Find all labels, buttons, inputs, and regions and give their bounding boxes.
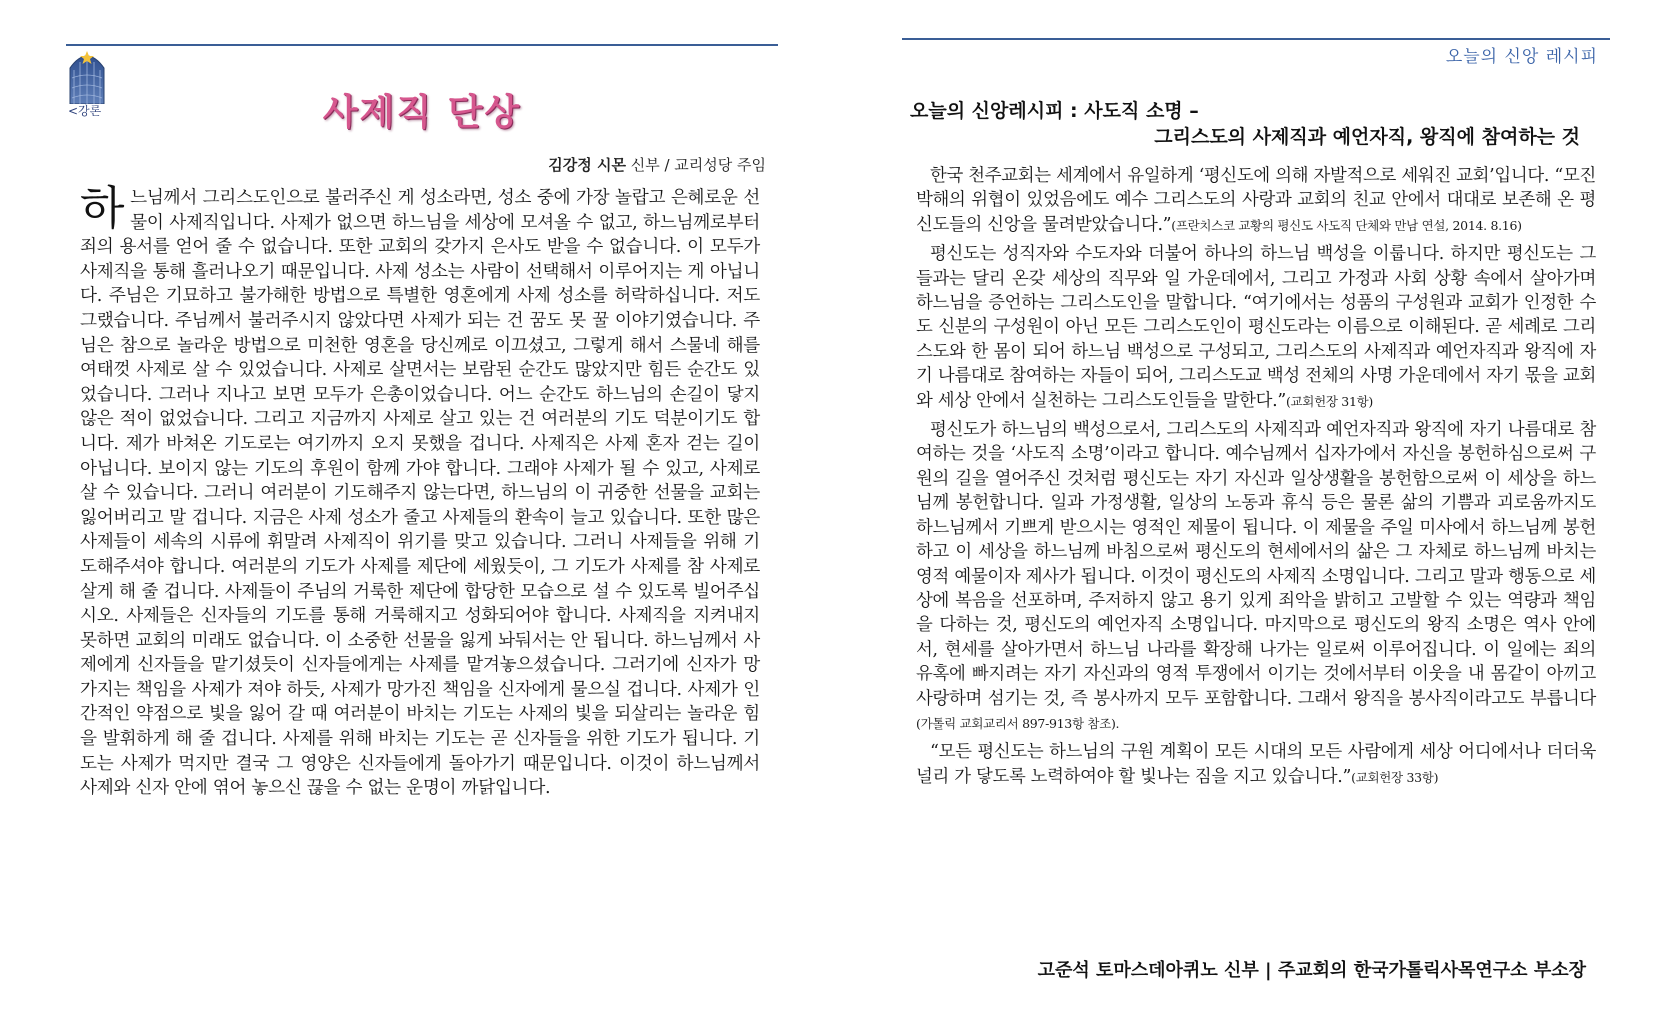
- byline: [548, 154, 766, 175]
- author-role: 신부 / 교리성당 주임: [625, 156, 766, 174]
- section-label: <강론: [68, 104, 102, 118]
- article-title-line2: 그리스도의 사제직과 예언자직, 왕직에 참여하는 것: [1154, 126, 1580, 148]
- author-name: 김강정 시몬: [548, 156, 626, 174]
- citation: (교회헌장 31항): [1285, 393, 1373, 409]
- paragraph-text: “모든 평신도는 하느님의 구원 계획이 모든 시대의 모든 사람에게 세상 어디에서나 더더욱 널리 가 닿도록 노력하여야 할 빛나는 짐을 지고 있습니다.”: [916, 742, 1596, 787]
- paragraph: [916, 164, 1596, 238]
- paragraph: [916, 740, 1596, 790]
- paragraph: [916, 418, 1596, 736]
- paragraph-text: 한국 천주교회는 세계에서 유일하게 ‘평신도에 의해 자발적으로 세워진 교회’입니다. “모진 박해의 위협이 있었음에도 예수 그리스도의 사랑과 교회의 친교 안에서 대대로 보존해 온 평신도들의 신앙을 물려받았습니다.”: [916, 166, 1596, 235]
- article-title-line1: 오늘의 신앙레시피 : 사도직 소명 –: [910, 100, 1199, 122]
- column-header: 오늘의 신앙 레시피: [1445, 47, 1598, 67]
- article-body-text: 느님께서 그리스도인으로 불러주신 게 성소라면, 성소 중에 가장 놀랍고 은혜로운 선물이 사제직입니다. 사제가 없으면 하느님을 세상에 모셔올 수 없고, 하느님께로부터 죄의 용서를 얻어 줄 수 없습니다. 또한 교회의 갖가지 은사도 받을 수 없습니다. 이 모두가 사제직을 통해 흘러나오기 때문입니다. 사제 성소는 사람이 선택해서 이루어지는 게 아닙니다. 주님은 기묘하고 불가해한 방법으로 특별한 영혼에게 사제 성소를 허락하십니다. 저도 그랬습니다. 주님께서 불러주시지 않았다면 사제가 되는 건 꿈도 못 꿀 이야기였습니다. 주님은 참으로 놀라운 방법으로 미천한 영혼을 당신께로 이끄셨고, 그렇게 해서 스물네 해를 여태껏 사제로 살 수 있었습니다. 사제로 살면서는 보람된 순간도 많았지만 힘든 순간도 있었습니다. 그러나 지나고 보면 모두가 은총이었습니다. 어느 순간도 하느님의 손길이 닿지 않은 적이 없었습니다. 그리고 지금까지 사제로 살고 있는 건 여러분의 기도 덕분이기도 합니다. 제가 바쳐온 기도로는 여기까지 오지 못했을 겁니다. 사제직은 사제 혼자 걷는 길이 아닙니다. 보이지 않는 기도의 후원이 함께 가야 합니다. 그래야 사제가 될 수 있고, 사제로 살 수 있습니다. 그러니 여러분이 기도해주지 않는다면, 하느님의 이 귀중한 선물을 교회는 잃어버리고 말 겁니다. 지금은 사제 성소가 줄고 사제들의 환속이 늘고 있습니다. 또한 많은 사제들이 세속의 시류에 휘말려 사제직이 위기를 맞고 있습니다. 그러니 사제들을 위해 기도해주셔야 합니다. 여러분의 기도가 사제를 제단에 세웠듯이, 그 기도가 사제를 참 사제로 살게 해 줄 겁니다. 사제들이 주님의 거룩한 제단에 합당한 모습으로 설 수 있도록 빌어주십시오. 사제들은 신자들의 기도를 통해 거룩해지고 성화되어야 합니다. 사제직을 지켜내지 못하면 교회의 미래도 없습니다. 이 소중한 선물을 잃게 놔둬서는 안 됩니다. 하느님께서 사제에게 신자들을 맡기셨듯이 신자들에게는 사제를 맡겨놓으셨습니다. 그러기에 신자가 망가지는 책임을 사제가 져야 하듯, 사제가 망가진 책임을 신자에게 물으실 겁니다. 사제가 인간적인 약점으로 빛을 잃어 갈 때 여러분이 바치는 기도는 사제의 빛을 되살리는 놀라운 힘을 발휘하게 해 줄 겁니다. 사제를 위해 바치는 기도는 곧 신자들을 위한 기도가 됩니다. 기도는 사제가 먹지만 결국 그 영양은 신자들에게 돌아가기 때문입니다. 이것이 하느님께서 사제와 신자 안에 엮어 놓으신 끊을 수 없는 운명이 까닭입니다.: [80, 188, 760, 799]
- article-body: [80, 181, 760, 801]
- paragraph: [916, 242, 1596, 414]
- top-rule: [66, 44, 778, 46]
- top-rule: [902, 38, 1610, 40]
- author-signature: 고준석 토마스데아퀴노 신부 | 주교회의 한국가톨릭사목연구소 부소장: [1037, 960, 1586, 981]
- drop-cap: 하: [80, 181, 125, 235]
- article-body: [916, 164, 1596, 794]
- citation: (가톨릭 교회교리서 897-913항 참조).: [916, 715, 1120, 731]
- paragraph-text: 평신도가 하느님의 백성으로서, 그리스도의 사제직과 예언자직과 왕직에 자기 나름대로 참여하는 것을 ‘사도직 소명’이라고 합니다. 예수님께서 십자가에서 자신을 봉헌하심으로써 구원의 길을 열어주신 것처럼 평신도는 자기 자신과 일상생활을 봉헌함으로써 이 세상을 하느님께 봉헌합니다. 일과 가정생활, 일상의 노동과 휴식 등은 물론 삶의 기쁨과 괴로움까지도 하느님께서 기쁘게 받으시는 영적인 제물이 됩니다. 이 제물을 주일 미사에서 하느님께 봉헌하고 이 세상을 하느님께 바침으로써 평신도의 현세에서의 삶은 그 자체로 하느님께 바치는 영적 예물이자 제사가 됩니다. 이것이 평신도의 사제직 소명입니다. 그리고 말과 행동으로 세상에 복음을 선포하며, 주저하지 않고 용기 있게 죄악을 밝히고 고발할 수 있는 역량과 책임을 다하는 것, 평신도의 예언자직 소명입니다. 마지막으로 평신도의 왕직 소명은 역사 안에서, 현세를 살아가면서 하느님 나라를 확장해 나가는 일로써 이루어집니다. 이 일에는 죄의 유혹에 빠지려는 자기 자신과의 영적 투쟁에서 이기는 것에서부터 이웃을 내 몸같이 아끼고 사랑하며 섬기는 것, 즉 봉사까지 모두 포함합니다. 그래서 왕직을 봉사직이라고도 부릅니다: [916, 420, 1596, 709]
- citation: (교회헌장 33항): [1351, 769, 1439, 785]
- paragraph-text: 평신도는 성직자와 수도자와 더불어 하나의 하느님 백성을 이룹니다. 하지만 평신도는 그들과는 달리 온갖 세상의 직무와 일 가운데에서, 그리고 가정과 사회 상황 속에서 살아가며 하느님을 증언하는 그리스도인을 말합니다. “여기에서는 성품의 구성원과 교회가 인정한 수도 신분의 구성원이 아닌 모든 그리스도인이 평신도라는 이름으로 이해된다. 곧 세례로 그리스도와 한 몸이 되어 하느님 백성으로 구성되고, 그리스도의 사제직과 예언자직과 왕직에 자기 나름대로 참여하는 자들이 되어, 그리스도교 백성 전체의 사명 가운데에서 자기 몫을 교회와 세상 안에서 실천하는 그리스도인들을 말한다.”: [916, 244, 1596, 411]
- citation: (프란치스코 교황의 평신도 사도직 단체와 만남 연설, 2014. 8.16): [1171, 217, 1522, 233]
- article-title: 사제직 단상: [322, 92, 522, 133]
